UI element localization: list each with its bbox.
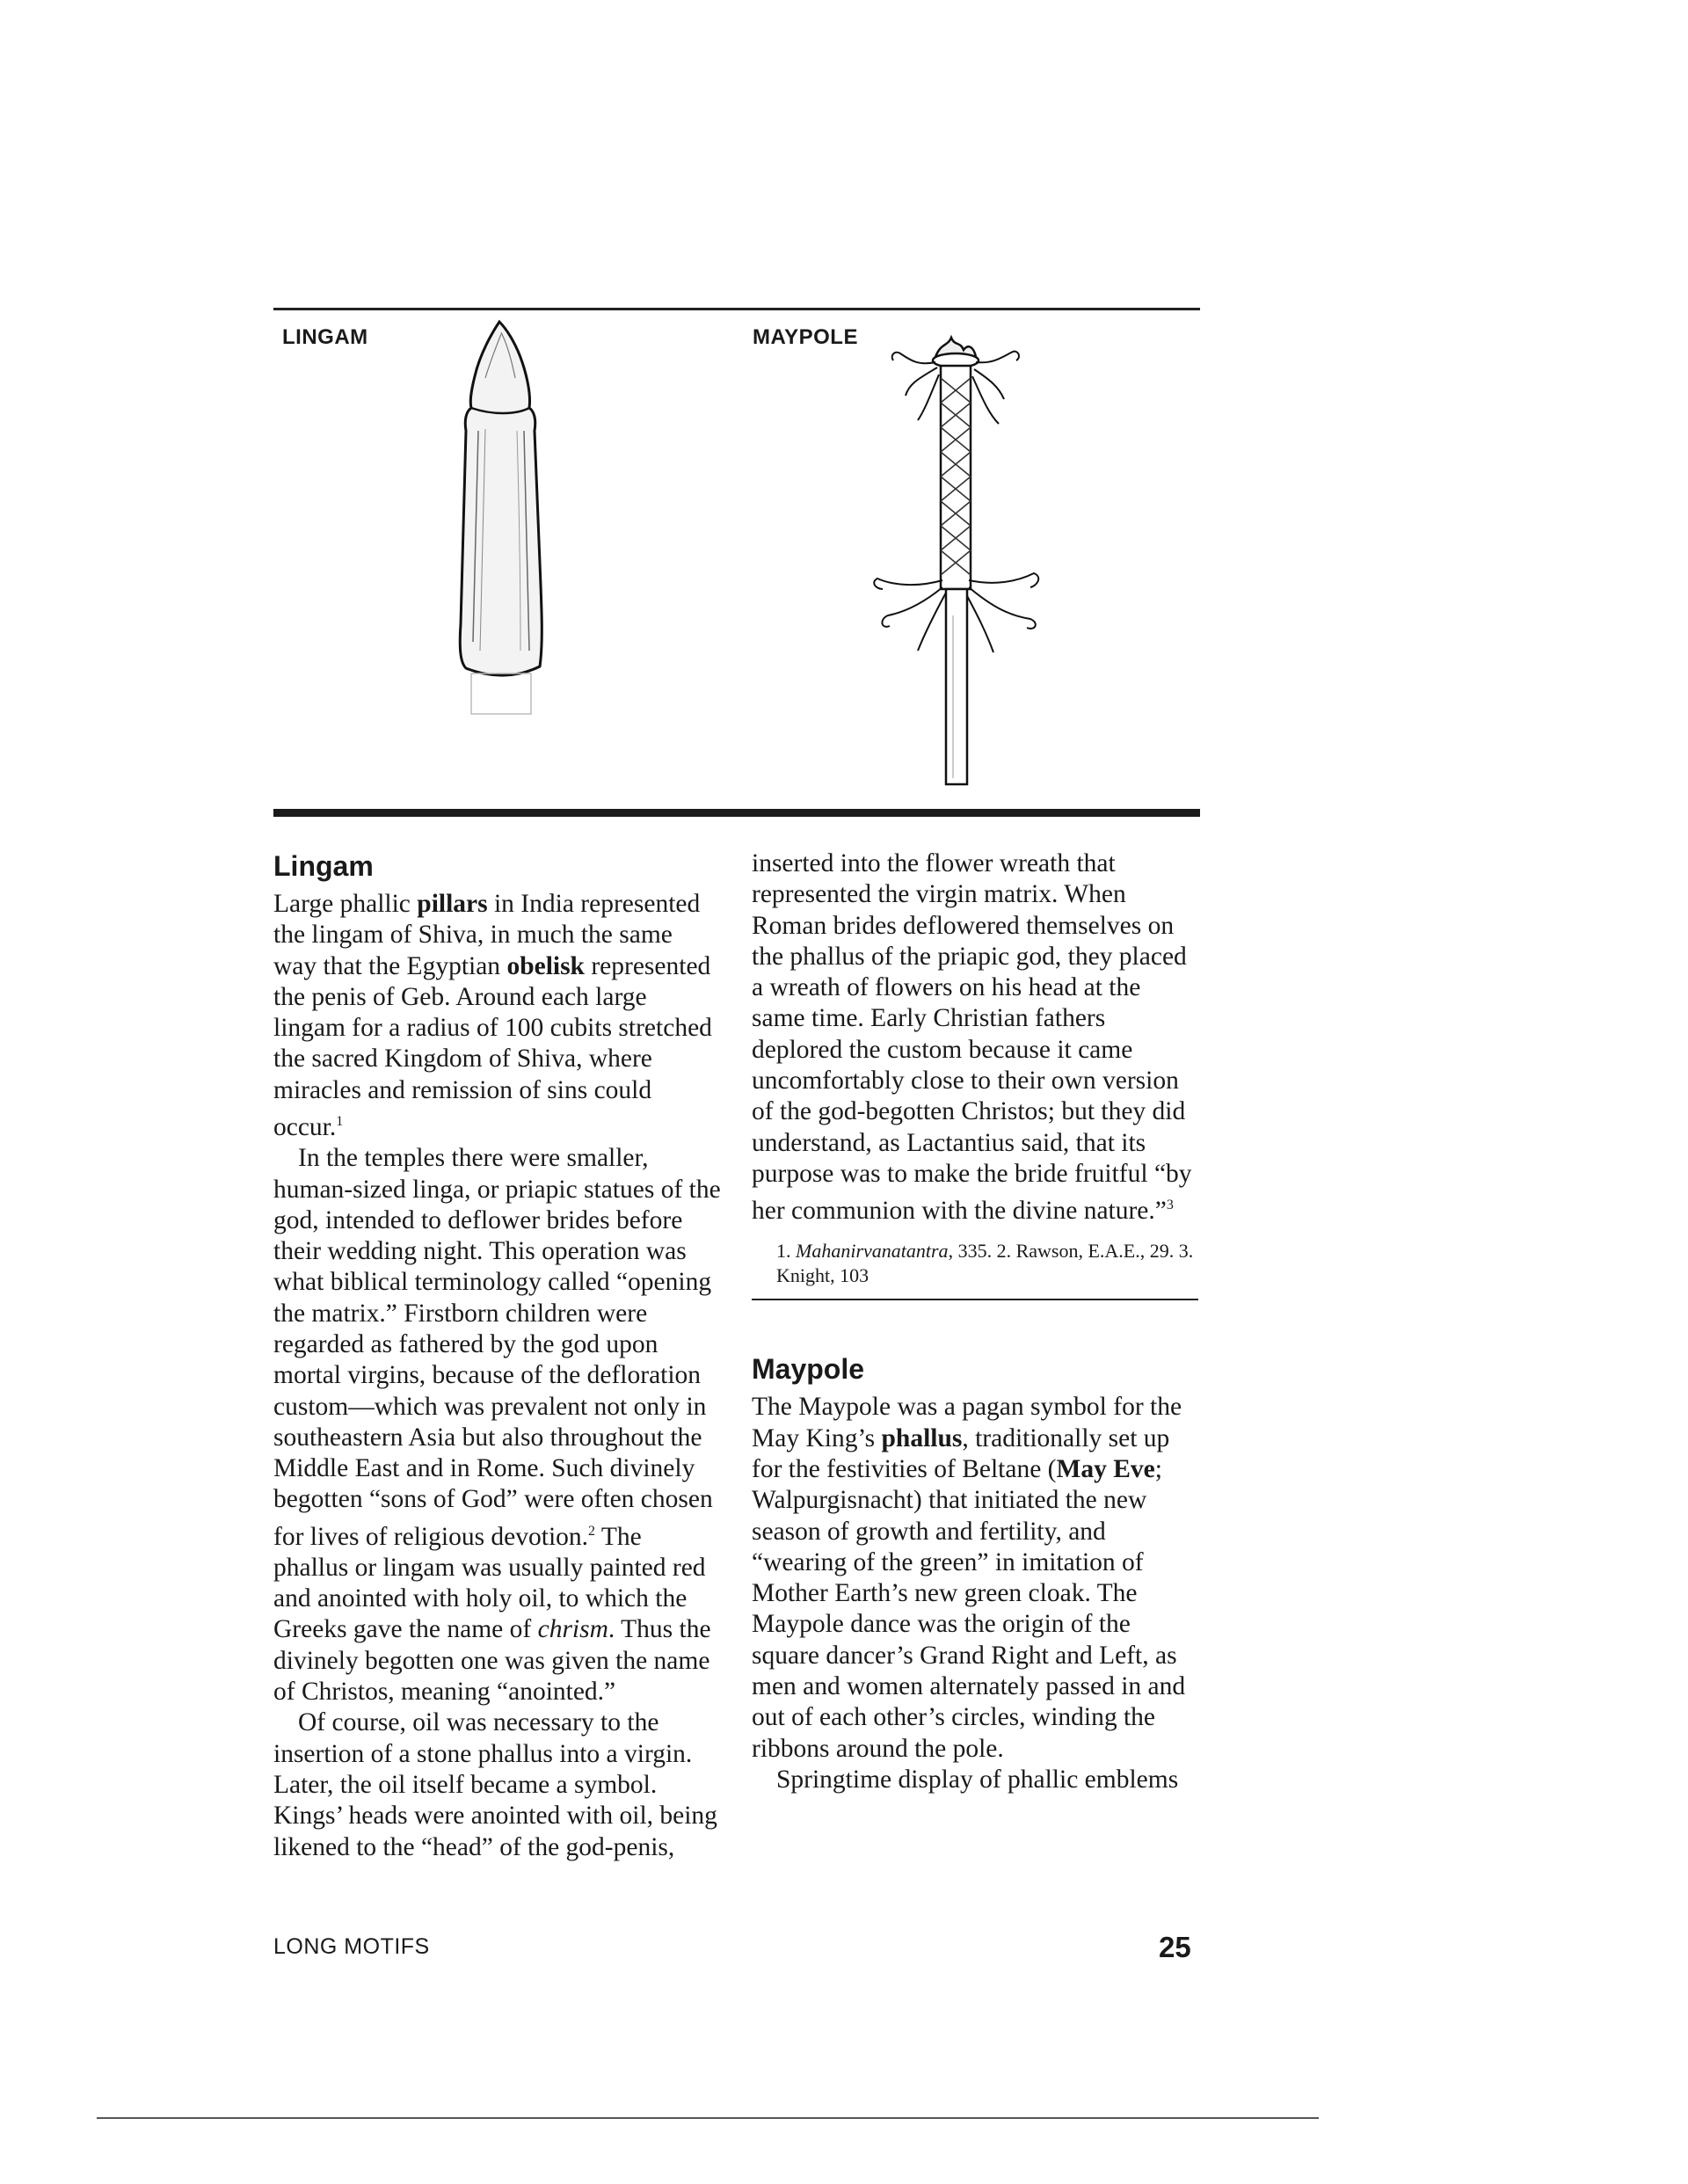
paragraph: Of course, oil was necessary to the insertion of a stone phallus into a virgin. Later, the oil itself became a symbol. Kings’ heads were anointed with oil, being likened to the “head” of the god-penis, bbox=[273, 1708, 717, 1861]
top-rule bbox=[273, 308, 1200, 310]
heading-lingam: Lingam bbox=[273, 850, 374, 882]
footnote-rule bbox=[752, 1299, 1198, 1300]
page-number: 25 bbox=[1159, 1931, 1191, 1963]
lingam-illustration-icon bbox=[440, 317, 563, 721]
right-column bbox=[752, 848, 1200, 1795]
paragraph: Large phallic pillars in India represented the lingam of Shiva, in much the same way that the Egyptian obelisk represented the penis of Geb. Around each large lingam for a radius of 100 cubits stretched the sacred Kingdom of Shiva, where miracles and remission of sins could occur.$^1$ bbox=[273, 890, 712, 1141]
left-column bbox=[273, 848, 722, 1863]
section-divider bbox=[273, 809, 1200, 817]
paragraph: In the temples there were smaller, human-sized linga, or priapic statues of the god, intended to deflower brides before their wedding night. This operation was what biblical terminology called “opening the matrix.” Firstborn children were regarded as fathered by the god upon mortal virgins, because of the defloration custom—which was prevalent not only in southeastern Asia but also throughout the Middle East and in Rome. Such divinely begotten “sons of God” were often chosen for lives of religious devotion.$^2$ The phallus or lingam was usually painted red and anointed with holy oil, to which the Greeks gave the name of chrism. Thus the divinely begotten one was given the name of Christos, meaning “anointed.” bbox=[273, 1144, 721, 1707]
figure-label-lingam: LINGAM bbox=[282, 325, 368, 349]
running-footer: LONG MOTIFS bbox=[273, 1934, 430, 1959]
footnotes: 1. Mahanirvanatantra, 335. 2. Rawson, E.A.E., 29. 3. Knight, 103 bbox=[776, 1240, 1194, 1287]
maypole-illustration-icon bbox=[826, 325, 1090, 791]
figure-label-maypole: MAYPOLE bbox=[753, 325, 858, 349]
paragraph: The Maypole was a pagan symbol for the May King’s phallus, traditionally set up for the festivities of Beltane (May Eve; Walpurgisnacht) that initiated the new season of growth and fertility, and “wearing of the green” in imitation of Mother Earth’s new green cloak. The Maypole dance was the origin of the square dancer’s Grand Right and Left, as men and women alternately passed in and out of each other’s circles, winding the ribbons around the pole. bbox=[752, 1393, 1186, 1763]
heading-maypole: Maypole bbox=[752, 1353, 865, 1386]
scan-edge-line bbox=[97, 2117, 1319, 2119]
paragraph: Springtime display of phallic emblems bbox=[776, 1765, 1179, 1794]
paragraph: inserted into the flower wreath that represented the virgin matrix. When Roman brides deflowered themselves on the phallus of the priapic god, they placed a wreath of flowers on his head at the same time. Early Christian fathers deplored the custom because it came uncomfortably close to their own version of the god-begotten Christos; but they did understand, as Lactantius said, that its purpose was to make the bride fruitful “by her communion with the divine nature.”$^3$ bbox=[752, 849, 1192, 1226]
